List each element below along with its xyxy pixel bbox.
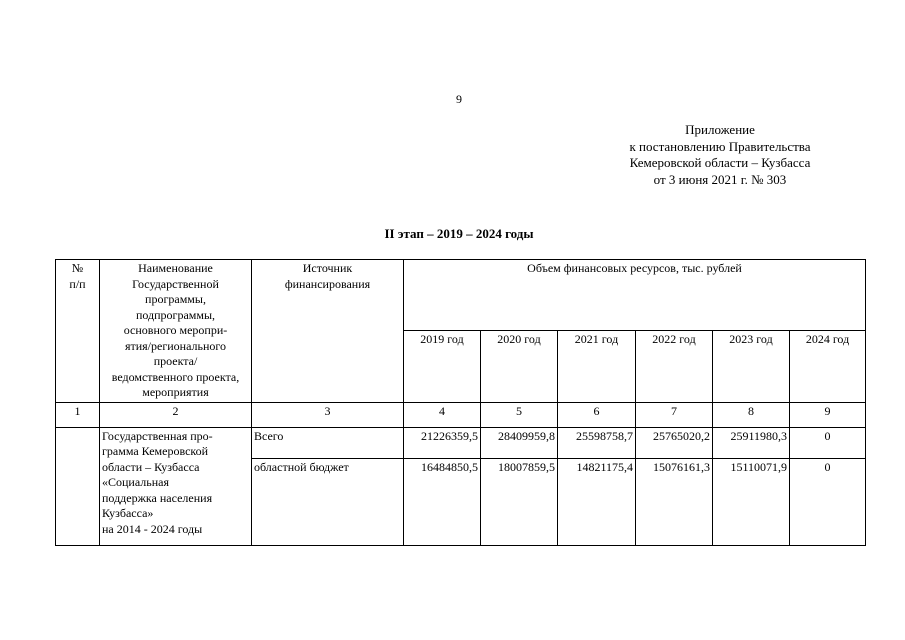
appendix-block bbox=[600, 122, 840, 188]
program-name: Государственная про- грамма Кемеровской области – Кузбасса «Социальная поддержка населения Кузбасса» на 2014 - 2024 годы bbox=[100, 427, 252, 545]
value-cell: 25765020,2 bbox=[636, 427, 713, 458]
header-year-2020: 2020 год bbox=[481, 331, 558, 402]
source-cell: Всего bbox=[252, 427, 404, 458]
column-number: 9 bbox=[790, 402, 866, 427]
header-year-2024: 2024 год bbox=[790, 331, 866, 402]
table-row bbox=[56, 427, 866, 458]
header-year-2023: 2023 год bbox=[713, 331, 790, 402]
value-cell: 28409959,8 bbox=[481, 427, 558, 458]
stage-title: II этап – 2019 – 2024 годы bbox=[384, 226, 534, 241]
header-year-2022: 2022 год bbox=[636, 331, 713, 402]
column-number: 7 bbox=[636, 402, 713, 427]
source-cell: областной бюджет bbox=[252, 458, 404, 545]
column-number: 2 bbox=[100, 402, 252, 427]
value-cell: 25598758,7 bbox=[558, 427, 636, 458]
appendix-line-2: к постановлению Правительства bbox=[629, 138, 811, 154]
value-cell: 25911980,3 bbox=[713, 427, 790, 458]
header-num: № п/п bbox=[56, 260, 100, 403]
header-year-2019: 2019 год bbox=[404, 331, 481, 402]
header-year-2021: 2021 год bbox=[558, 331, 636, 402]
page-number: 9 bbox=[456, 92, 462, 106]
value-cell: 15076161,3 bbox=[636, 458, 713, 545]
appendix-line-1: Приложение bbox=[685, 122, 755, 137]
appendix-line-3: Кемеровской области – Кузбасса bbox=[629, 155, 811, 170]
header-row-1 bbox=[56, 260, 866, 331]
value-cell: 15110071,9 bbox=[713, 458, 790, 545]
column-number: 1 bbox=[56, 402, 100, 427]
value-cell: 0 bbox=[790, 458, 866, 545]
column-number: 8 bbox=[713, 402, 790, 427]
column-number: 4 bbox=[404, 402, 481, 427]
program-num bbox=[56, 427, 100, 545]
value-cell: 14821175,4 bbox=[558, 458, 636, 545]
value-cell: 21226359,5 bbox=[404, 427, 481, 458]
column-number: 3 bbox=[252, 402, 404, 427]
column-number-row bbox=[56, 402, 866, 427]
header-volume: Объем финансовых ресурсов, тыс. рублей bbox=[404, 260, 866, 331]
appendix-line-4: от 3 июня 2021 г. № 303 bbox=[653, 171, 787, 187]
financing-table bbox=[55, 259, 866, 546]
value-cell: 16484850,5 bbox=[404, 458, 481, 545]
column-number: 6 bbox=[558, 402, 636, 427]
value-cell: 18007859,5 bbox=[481, 458, 558, 545]
column-number: 5 bbox=[481, 402, 558, 427]
value-cell: 0 bbox=[790, 427, 866, 458]
header-name: Наименование Государственной программы, подпрограммы, основного меропри- ятия/регионального проекта/ ведомственного проекта, мероприятия bbox=[100, 260, 252, 403]
header-source: Источник финансирования bbox=[252, 260, 404, 403]
